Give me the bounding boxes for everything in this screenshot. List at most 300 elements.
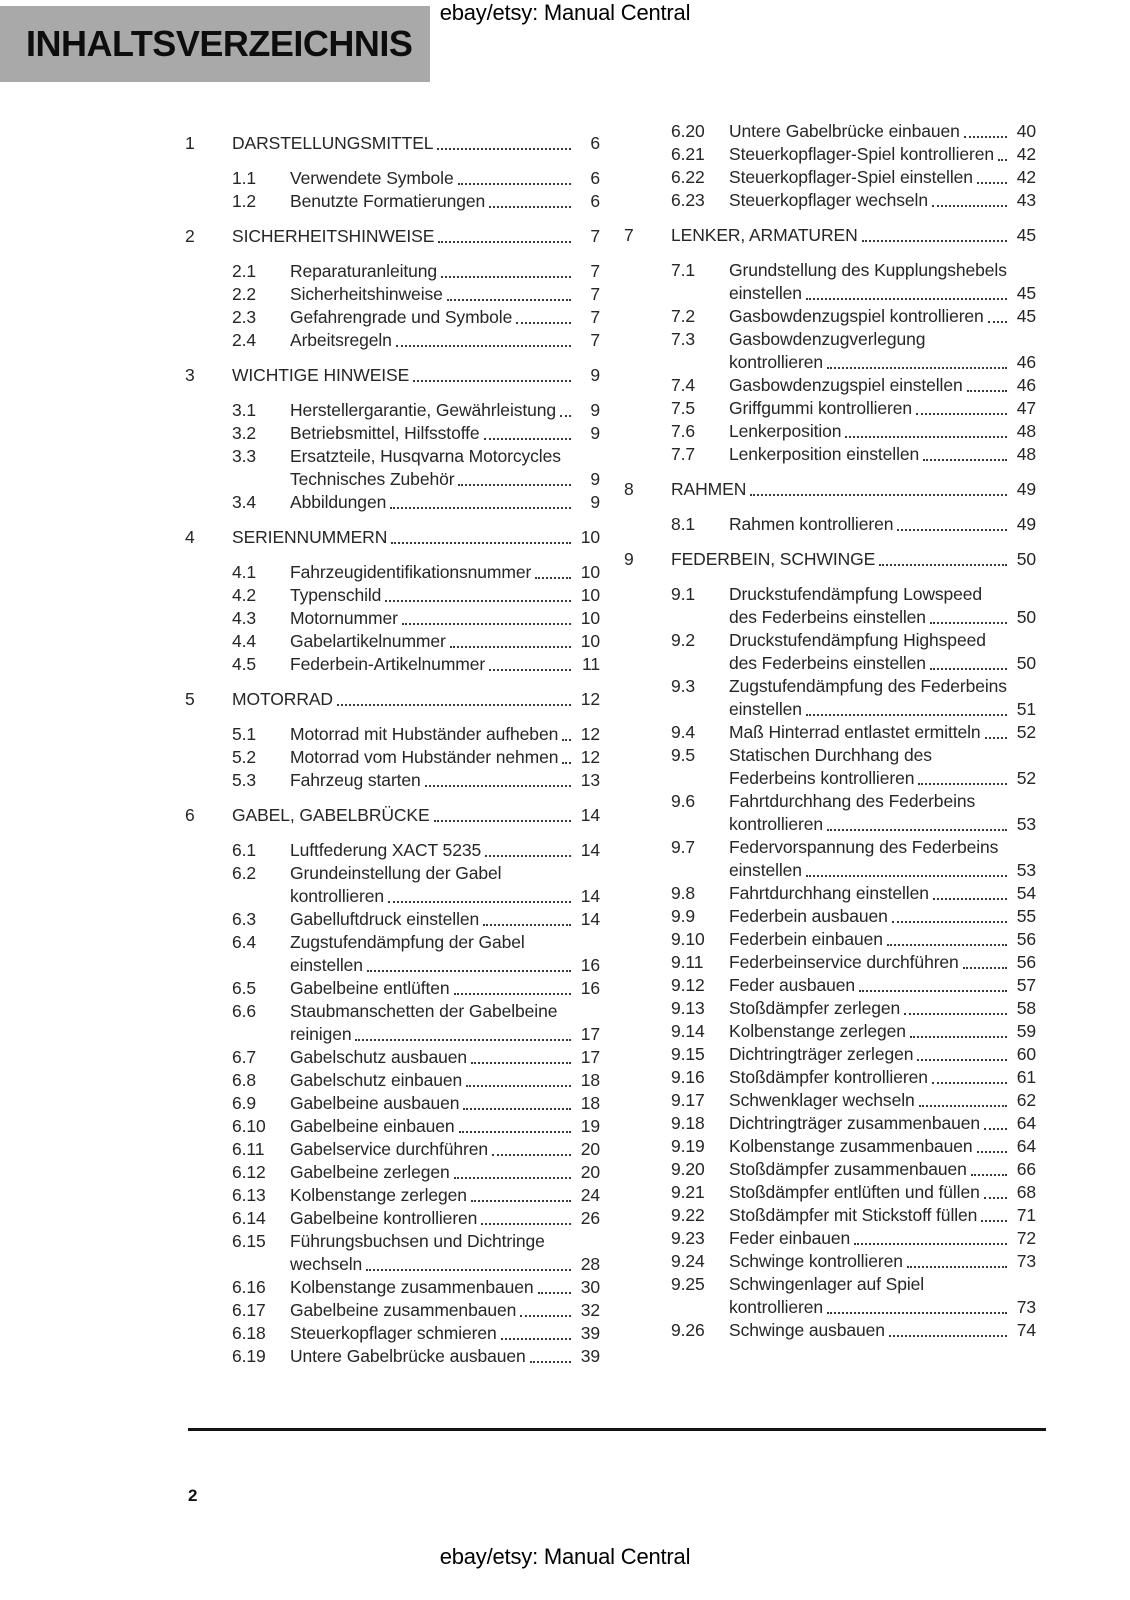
toc-item-row	[671, 189, 1036, 212]
toc-item-row	[232, 1161, 600, 1184]
dot-leader	[862, 224, 1007, 242]
entry-page: 53	[1016, 860, 1036, 880]
toc-item-row	[232, 190, 600, 213]
dot-leader	[489, 653, 571, 671]
toc-item-row	[232, 1299, 600, 1322]
toc-item-row	[232, 1092, 600, 1115]
dot-leader	[806, 698, 1007, 716]
entry-title: Steuerkopflager wechseln	[729, 190, 928, 210]
entry-page: 71	[1016, 1205, 1036, 1225]
entry-page: 17	[580, 1047, 600, 1067]
toc-item-line	[671, 721, 1036, 744]
toc-item-row	[671, 905, 1036, 928]
entry-page: 6	[590, 133, 600, 153]
entry-number: 4	[185, 527, 195, 547]
entry-page: 61	[1016, 1067, 1036, 1087]
toc-item-line	[671, 166, 1036, 189]
entry-number: 4.5	[232, 654, 257, 674]
entry-page: 42	[1016, 144, 1036, 164]
dot-leader	[535, 561, 571, 579]
entry-number: 8.1	[671, 514, 696, 534]
entry-number: 8	[624, 479, 634, 499]
entry-page: 51	[1016, 699, 1036, 719]
toc-item-line	[671, 836, 1036, 859]
entry-number: 6.19	[232, 1346, 266, 1366]
entry-page: 12	[580, 689, 600, 709]
entry-number: 9.4	[671, 722, 696, 742]
entry-title: des Federbeins einstellen	[729, 607, 926, 627]
entry-number: 9.5	[671, 745, 696, 765]
toc-item-row	[232, 746, 600, 769]
toc-item-line	[671, 905, 1036, 928]
entry-number: 6.6	[232, 1001, 257, 1021]
dot-leader	[932, 1066, 1007, 1084]
dot-leader	[930, 606, 1007, 624]
watermark-top: ebay/etsy: Manual Central	[439, 0, 691, 25]
entry-page: 39	[580, 1346, 600, 1366]
entry-title: Motornummer	[290, 608, 398, 628]
dot-leader	[930, 652, 1007, 670]
entry-title: Fahrtdurchhang des Federbeins	[729, 791, 976, 811]
entry-page: 14	[580, 805, 600, 825]
entry-number: 3.2	[232, 423, 257, 443]
entry-number: 2.4	[232, 330, 257, 350]
toc-item-line	[232, 607, 600, 630]
toc-item-line	[671, 1135, 1036, 1158]
dot-leader	[932, 189, 1007, 207]
entry-title: Verwendete Symbole	[290, 168, 454, 188]
toc-item-line	[671, 951, 1036, 974]
entry-title: Stoßdämpfer entlüften und füllen	[729, 1182, 980, 1202]
toc-item-row	[232, 399, 600, 422]
dot-leader	[845, 420, 1007, 438]
dot-leader	[501, 1322, 571, 1340]
entry-number: 9.19	[671, 1136, 705, 1156]
entry-title: Gabelluftdruck einstellen	[290, 909, 480, 929]
toc-item-line	[671, 513, 1036, 536]
toc-item-line	[232, 653, 600, 676]
toc-item-line	[671, 1066, 1036, 1089]
toc-item-row	[671, 1319, 1036, 1342]
entry-number: 9.15	[671, 1044, 705, 1064]
dot-leader	[560, 399, 571, 417]
toc-item-row	[671, 790, 1036, 836]
dot-leader	[483, 908, 571, 926]
toc-item-line	[671, 1112, 1036, 1135]
entry-page: 7	[590, 307, 600, 327]
entry-number: 7.3	[671, 329, 696, 349]
entry-number: 9.20	[671, 1159, 705, 1179]
toc-item-row	[671, 420, 1036, 443]
dot-leader	[977, 1135, 1007, 1153]
entry-title: SICHERHEITSHINWEISE	[232, 226, 435, 246]
toc-item-line	[232, 561, 600, 584]
entry-page: 56	[1016, 952, 1036, 972]
toc-item-line	[671, 259, 1036, 282]
entry-number: 9.17	[671, 1090, 705, 1110]
entry-page: 50	[1016, 653, 1036, 673]
entry-title: reinigen	[290, 1024, 352, 1044]
entry-page: 45	[1016, 283, 1036, 303]
entry-page: 17	[580, 1024, 600, 1044]
toc-item-line	[671, 1089, 1036, 1112]
toc-item-line	[232, 862, 600, 885]
toc-item-line-continuation	[671, 813, 1036, 836]
entry-title: Zugstufendämpfung der Gabel	[290, 932, 525, 952]
toc-chapter-row	[185, 364, 600, 387]
entry-page: 11	[582, 654, 600, 674]
toc-item-line	[671, 328, 1036, 351]
dot-leader	[367, 954, 571, 972]
dot-leader	[984, 1181, 1007, 1199]
dot-leader	[471, 1184, 571, 1202]
toc-item-line	[232, 399, 600, 422]
dot-leader	[750, 478, 1007, 496]
entry-number: 9.23	[671, 1228, 705, 1248]
toc-item-line-continuation	[671, 606, 1036, 629]
dot-leader	[447, 283, 571, 301]
toc-item-line	[671, 744, 1036, 767]
toc-item-group	[185, 167, 600, 213]
entry-page: 28	[580, 1254, 600, 1274]
dot-leader	[538, 1276, 571, 1294]
entry-page: 40	[1016, 121, 1036, 141]
entry-page: 9	[590, 423, 600, 443]
toc-item-row	[671, 1250, 1036, 1273]
entry-page: 18	[580, 1093, 600, 1113]
toc-item-line	[671, 374, 1036, 397]
entry-page: 12	[580, 747, 600, 767]
entry-page: 50	[1016, 549, 1036, 569]
toc-item-row	[671, 974, 1036, 997]
entry-number: 2.3	[232, 307, 257, 327]
entry-number: 6.4	[232, 932, 257, 952]
entry-title: Gabelschutz einbauen	[290, 1070, 463, 1090]
dot-leader	[854, 1227, 1007, 1245]
dot-leader	[484, 422, 571, 440]
entry-title: Gabelschutz ausbauen	[290, 1047, 468, 1067]
entry-number: 9.11	[671, 952, 704, 972]
entry-number: 3	[185, 365, 195, 385]
entry-title: Druckstufendämpfung Lowspeed	[729, 584, 983, 604]
dot-leader	[337, 688, 571, 706]
toc-item-row	[671, 1020, 1036, 1043]
entry-number: 9.16	[671, 1067, 705, 1087]
toc-item-line	[232, 1230, 600, 1253]
entry-number: 6.22	[671, 167, 705, 187]
entry-number: 6.16	[232, 1277, 266, 1297]
toc-item-line	[671, 882, 1036, 905]
entry-number: 7	[624, 225, 634, 245]
entry-number: 6.15	[232, 1231, 266, 1251]
dot-leader	[450, 630, 571, 648]
entry-page: 18	[580, 1070, 600, 1090]
toc-item-row	[232, 1046, 600, 1069]
dot-leader	[520, 1299, 571, 1317]
dot-leader	[977, 166, 1007, 184]
dot-leader	[981, 1204, 1007, 1222]
toc-item-group	[185, 561, 600, 676]
dot-leader	[391, 526, 571, 544]
dot-leader	[963, 951, 1007, 969]
dot-leader	[366, 1253, 571, 1271]
toc-item-row	[232, 931, 600, 977]
toc-item-row	[232, 283, 600, 306]
entry-title: Motorrad mit Hubständer aufheben	[290, 724, 559, 744]
entry-title: Gabelservice durchführen	[290, 1139, 488, 1159]
toc-item-row	[232, 1138, 600, 1161]
dot-leader	[985, 721, 1007, 739]
toc-item-line	[671, 397, 1036, 420]
entry-page: 13	[580, 770, 600, 790]
toc-item-line	[232, 445, 600, 468]
toc-item-line-continuation	[671, 1296, 1036, 1319]
toc-item-row	[232, 491, 600, 514]
toc-item-line	[671, 1319, 1036, 1342]
entry-title: Untere Gabelbrücke ausbauen	[290, 1346, 526, 1366]
entry-page: 10	[580, 631, 600, 651]
entry-number: 9.26	[671, 1320, 705, 1340]
entry-title: Schwinge kontrollieren	[729, 1251, 903, 1271]
toc-item-line	[232, 329, 600, 352]
entry-number: 6.12	[232, 1162, 266, 1182]
dot-leader	[971, 1158, 1007, 1176]
entry-page: 39	[580, 1323, 600, 1343]
entry-title: Ersatzteile, Husqvarna Motorcycles	[290, 446, 561, 466]
entry-title: Gefahrengrade und Symbole	[290, 307, 513, 327]
toc-item-row	[232, 167, 600, 190]
entry-title: Grundstellung des Kupplungshebels	[729, 260, 1007, 280]
entry-page: 73	[1016, 1251, 1036, 1271]
dot-leader	[907, 1250, 1007, 1268]
dot-leader	[917, 1043, 1007, 1061]
entry-title: Stoßdämpfer mit Stickstoff füllen	[729, 1205, 978, 1225]
entry-number: 6.5	[232, 978, 257, 998]
entry-title: Lenkerposition	[729, 421, 842, 441]
toc-left-column	[185, 120, 600, 1368]
entry-page: 9	[590, 400, 600, 420]
entry-title: SERIENNUMMERN	[232, 527, 388, 547]
dot-leader	[402, 607, 571, 625]
toc-item-row	[232, 445, 600, 491]
dot-leader	[879, 548, 1007, 566]
dot-leader	[964, 120, 1007, 138]
entry-page: 48	[1016, 444, 1036, 464]
entry-title: Fahrtdurchhang einstellen	[729, 883, 929, 903]
entry-title: Druckstufendämpfung Highspeed	[729, 630, 986, 650]
entry-title: Kolbenstange zerlegen	[290, 1185, 467, 1205]
toc-item-row	[671, 1089, 1036, 1112]
entry-number: 9.3	[671, 676, 696, 696]
toc-item-row	[671, 1066, 1036, 1089]
entry-title: Stoßdämpfer zerlegen	[729, 998, 901, 1018]
entry-title: Betriebsmittel, Hilfsstoffe	[290, 423, 480, 443]
entry-title: WICHTIGE HINWEISE	[232, 365, 410, 385]
toc-item-line	[232, 1069, 600, 1092]
entry-title: einstellen	[290, 955, 363, 975]
toc-item-line	[671, 1043, 1036, 1066]
toc-item-row	[232, 908, 600, 931]
toc-item-line	[671, 1181, 1036, 1204]
entry-number: 4.4	[232, 631, 257, 651]
entry-number: 1.1	[232, 168, 257, 188]
entry-title: Rahmen kontrollieren	[729, 514, 894, 534]
toc-item-line	[671, 1204, 1036, 1227]
entry-number: 6.9	[232, 1093, 257, 1113]
entry-title: Schwenklager wechseln	[729, 1090, 915, 1110]
entry-title: MOTORRAD	[232, 689, 333, 709]
entry-number: 9.18	[671, 1113, 705, 1133]
toc-item-row	[232, 1069, 600, 1092]
entry-title: Gasbowdenzugspiel kontrollieren	[729, 306, 984, 326]
entry-title: kontrollieren	[729, 1297, 824, 1317]
entry-page: 6	[590, 191, 600, 211]
entry-page: 30	[580, 1277, 600, 1297]
entry-number: 6.21	[671, 144, 705, 164]
dot-leader	[923, 443, 1007, 461]
entry-page: 72	[1016, 1228, 1036, 1248]
entry-number: 7.1	[671, 260, 696, 280]
entry-title: Griffgummi kontrollieren	[729, 398, 913, 418]
entry-page: 16	[580, 955, 600, 975]
dot-leader	[355, 1023, 571, 1041]
toc-item-row	[232, 1276, 600, 1299]
toc-item-line-continuation	[232, 1023, 600, 1046]
toc-item-line	[232, 306, 600, 329]
entry-title: Federbeinservice durchführen	[729, 952, 959, 972]
toc-item-line	[232, 167, 600, 190]
entry-title: Führungsbuchsen und Dichtringe	[290, 1231, 545, 1251]
toc-item-row	[232, 584, 600, 607]
entry-page: 7	[590, 226, 600, 246]
toc-item-line	[232, 260, 600, 283]
toc-item-row	[671, 1135, 1036, 1158]
toc-item-line	[232, 422, 600, 445]
toc-item-line	[671, 928, 1036, 951]
dot-leader	[933, 882, 1007, 900]
toc-item-line	[232, 1115, 600, 1138]
toc-item-line	[232, 1138, 600, 1161]
toc-item-row	[671, 1227, 1036, 1250]
entry-number: 6.14	[232, 1208, 266, 1228]
entry-page: 32	[580, 1300, 600, 1320]
entry-page: 47	[1016, 398, 1036, 418]
entry-page: 26	[580, 1208, 600, 1228]
toc-item-row	[671, 1273, 1036, 1319]
dot-leader	[562, 723, 571, 741]
dot-leader	[562, 746, 571, 764]
entry-page: 9	[590, 365, 600, 385]
entry-title: Benutzte Formatierungen	[290, 191, 486, 211]
entry-title: Technisches Zubehör	[290, 469, 455, 489]
toc-item-row	[671, 836, 1036, 882]
entry-number: 4.2	[232, 585, 257, 605]
entry-page: 50	[1016, 607, 1036, 627]
dot-leader	[463, 1092, 571, 1110]
toc-item-line	[671, 1250, 1036, 1273]
entry-number: 3.4	[232, 492, 257, 512]
toc-item-row	[671, 675, 1036, 721]
dot-leader	[919, 1089, 1007, 1107]
entry-number: 6.18	[232, 1323, 266, 1343]
dot-leader	[859, 974, 1007, 992]
entry-number: 1	[185, 133, 195, 153]
entry-page: 7	[590, 261, 600, 281]
toc-item-line	[232, 1322, 600, 1345]
toc-chapter-row	[624, 478, 1036, 501]
toc-item-row	[671, 259, 1036, 305]
entry-page: 14	[580, 909, 600, 929]
entry-page: 52	[1016, 768, 1036, 788]
entry-title: Untere Gabelbrücke einbauen	[729, 121, 960, 141]
toc-item-line	[232, 1299, 600, 1322]
toc-item-line	[232, 1345, 600, 1368]
toc-item-row	[232, 561, 600, 584]
toc-item-row	[232, 1184, 600, 1207]
entry-title: Typenschild	[290, 585, 382, 605]
entry-page: 46	[1016, 352, 1036, 372]
dot-leader	[458, 468, 571, 486]
entry-number: 6	[185, 805, 195, 825]
entry-page: 45	[1016, 225, 1036, 245]
entry-page: 10	[580, 562, 600, 582]
toc-item-line	[232, 769, 600, 792]
watermark-bottom: ebay/etsy: Manual Central	[439, 1544, 691, 1569]
entry-title: Gabelbeine zusammenbauen	[290, 1300, 517, 1320]
dot-leader	[984, 1112, 1007, 1130]
toc-item-line	[232, 839, 600, 862]
entry-page: 66	[1016, 1159, 1036, 1179]
entry-number: 7.2	[671, 306, 696, 326]
toc-item-group	[185, 399, 600, 514]
toc-item-row	[232, 422, 600, 445]
entry-page: 68	[1016, 1182, 1036, 1202]
entry-title: wechseln	[290, 1254, 363, 1274]
toc-item-line	[671, 1273, 1036, 1296]
dot-leader	[489, 190, 571, 208]
entry-page: 20	[580, 1139, 600, 1159]
dot-leader	[806, 282, 1007, 300]
entry-number: 9.22	[671, 1205, 705, 1225]
toc-right-column	[624, 120, 1036, 1342]
toc-item-row	[671, 629, 1036, 675]
toc-item-row	[232, 260, 600, 283]
entry-number: 9.25	[671, 1274, 705, 1294]
entry-number: 6.7	[232, 1047, 257, 1067]
entry-number: 5.1	[232, 724, 257, 744]
entry-page: 45	[1016, 306, 1036, 326]
entry-page: 64	[1016, 1136, 1036, 1156]
dot-leader	[481, 1207, 571, 1225]
entry-title: Federbein-Artikelnummer	[290, 654, 486, 674]
toc-item-line-continuation	[671, 282, 1036, 305]
toc-item-line-continuation	[671, 698, 1036, 721]
entry-page: 20	[580, 1162, 600, 1182]
dot-leader	[889, 1319, 1007, 1337]
toc-item-line	[232, 584, 600, 607]
entry-title: Gabelbeine kontrollieren	[290, 1208, 478, 1228]
dot-leader	[438, 225, 571, 243]
entry-page: 7	[590, 284, 600, 304]
entry-title: DARSTELLUNGSMITTEL	[232, 133, 434, 153]
entry-number: 2.2	[232, 284, 257, 304]
toc-item-line-continuation	[671, 767, 1036, 790]
toc-chapter-row	[185, 688, 600, 711]
entry-number: 2.1	[232, 261, 257, 281]
entry-title: Gabelartikelnummer	[290, 631, 446, 651]
toc-item-row	[671, 721, 1036, 744]
toc-item-row	[232, 306, 600, 329]
